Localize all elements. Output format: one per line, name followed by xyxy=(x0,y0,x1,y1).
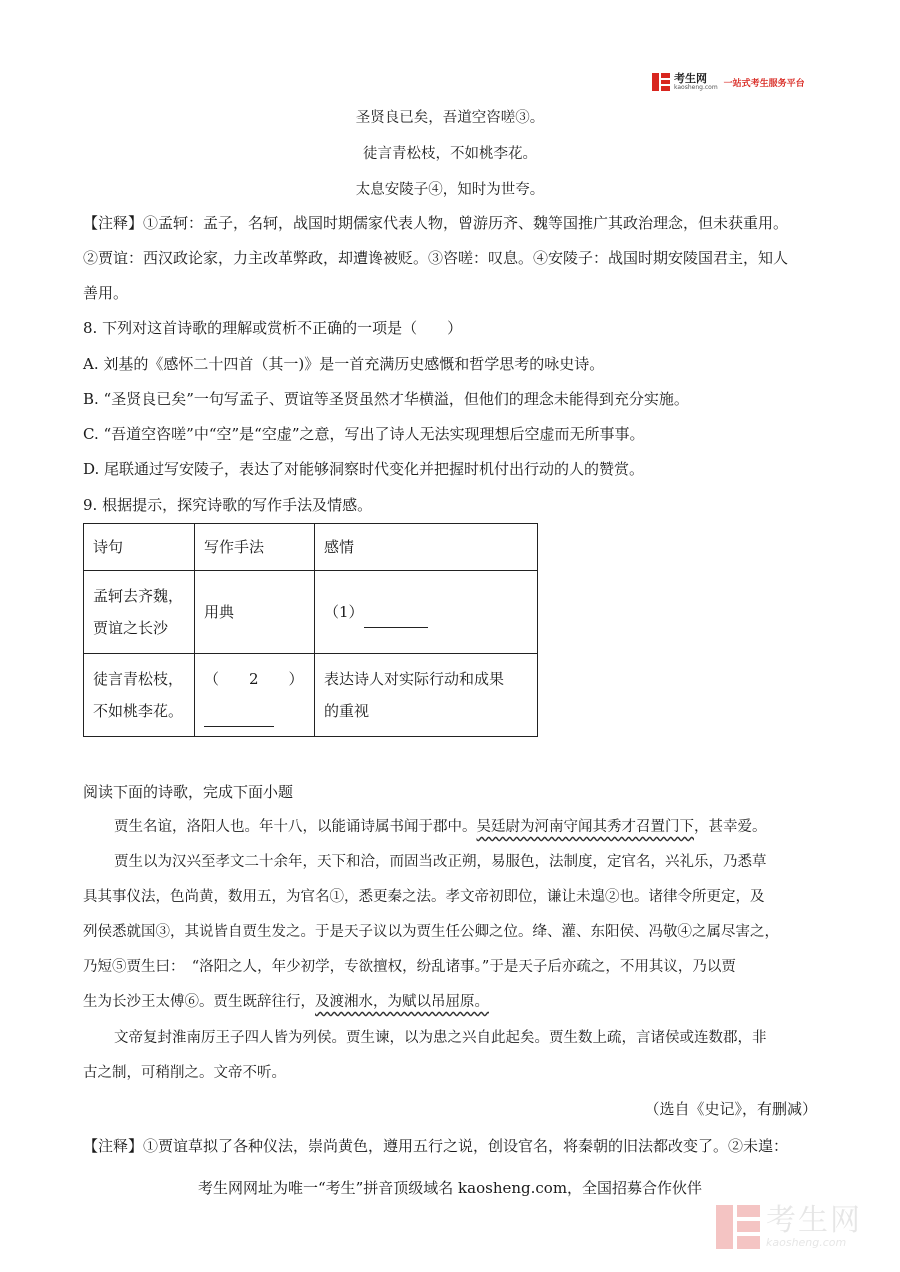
logo-slogan: 一站式考生服务平台 xyxy=(723,78,805,89)
row1-verse-a: 孟轲去齐魏， xyxy=(93,587,184,605)
header-logo xyxy=(652,71,805,93)
row2-technique-label: （ 2 ） xyxy=(204,670,304,688)
q9-table xyxy=(83,523,538,737)
q8-option-d: D. 尾联通过写安陵子，表达了对能够洞察时代变化并把握时机付出行动的人的赞赏。 xyxy=(83,460,645,478)
answer-blank-1[interactable] xyxy=(364,609,428,628)
passage-p2-line-5 xyxy=(83,992,489,1012)
row2-emotion-a: 表达诗人对实际行动和成果 xyxy=(324,670,505,688)
table-header-row xyxy=(84,524,538,571)
poem-line-1: 圣贤良已矣，吾道空咨嗟③。 xyxy=(355,110,545,126)
notes-line-3: 善用。 xyxy=(83,284,129,302)
answer-blank-2[interactable] xyxy=(204,708,274,727)
watermark-icon xyxy=(716,1205,760,1249)
passage-p3-line-1: 文帝复封淮南厉王子四人皆为列侯。贾生谏，以为患之兴自此起矣。贾生数上疏，言诸侯或连数郡，非 xyxy=(114,1030,767,1046)
passage-p1-a: 贾生名谊，洛阳人也。年十八，以能诵诗属书闻于郡中。 xyxy=(114,819,477,835)
passage-p2-underlined: 及渡湘水，为赋以吊屈原。 xyxy=(315,994,489,1010)
row1-verse-b: 贾谊之长沙 xyxy=(93,619,169,637)
watermark-name: 考生网 xyxy=(766,1202,862,1238)
reading-intro: 阅读下面的诗歌，完成下面小题 xyxy=(83,783,294,801)
logo-domain: kaosheng.com xyxy=(674,84,718,91)
notes-line-2: ②贾谊：西汉政论家，力主改革弊政，却遭谗被贬。③咨嗟：叹息。④安陵子：战国时期安陵国君主，知人 xyxy=(83,249,789,267)
passage-p1-underlined: 吴廷尉为河南守闻其秀才召置门下 xyxy=(476,819,694,835)
row2-verse-b: 不如桃李花。 xyxy=(93,702,184,720)
page-footer: 考生网网址为唯一“考生”拼音顶级域名 kaosheng.com，全国招募合作伙伴 xyxy=(197,1179,703,1197)
row2-emotion-b: 的重视 xyxy=(324,702,370,720)
passage-p1 xyxy=(114,817,767,837)
header-emotion: 感情 xyxy=(315,524,538,571)
watermark-domain: kaosheng.com xyxy=(766,1235,847,1249)
row1-technique: 用典 xyxy=(195,571,315,654)
q8-option-a: A. 刘基的《感怀二十四首（其一)》是一首充满历史感慨和哲学思考的咏史诗。 xyxy=(83,355,605,373)
logo-name: 考生网 xyxy=(674,72,707,85)
passage-p2-line-2: 具其事仪法，色尚黄，数用五，为官名①，悉更秦之法。孝文帝初即位，谦让未遑②也。诸律令所更定，及 xyxy=(83,889,765,905)
poem-line-3: 太息安陵子④，知时为世夸。 xyxy=(355,182,545,198)
q8-option-c: C. “吾道空咨嗟”中“空”是“空虚”之意，写出了诗人无法实现理想后空虚而无所事事。 xyxy=(83,425,645,443)
table-row xyxy=(84,571,538,654)
notes-line-1: 【注释】①孟轲：孟子，名轲，战国时期儒家代表人物，曾游历齐、魏等国推广其政治理念，但未获重用。 xyxy=(83,214,789,232)
row1-emotion-label: （1） xyxy=(324,603,364,621)
q8-option-b: B. “圣贤良已矣”一句写孟子、贾谊等圣贤虽然才华横溢，但他们的理念未能得到充分实施。 xyxy=(83,390,689,408)
table-row xyxy=(84,654,538,737)
row1-verse xyxy=(84,571,195,654)
passage-notes: 【注释】①贾谊草拟了各种仪法，崇尚黄色，遵用五行之说，创设官名，将秦朝的旧法都改变了。②未遑： xyxy=(83,1137,789,1155)
row2-technique xyxy=(195,654,315,737)
passage-p3-line-2: 古之制，可稍削之。文帝不听。 xyxy=(83,1065,286,1081)
passage-p2-line-1: 贾生以为汉兴至孝文二十余年，天下和洽，而固当改正朔，易服色，法制度，定官名，兴礼乐，乃悉草 xyxy=(114,854,767,870)
q9-stem: 9. 根据提示，探究诗歌的写作手法及情感。 xyxy=(83,496,373,514)
passage-p2-line-4: 乃短⑤贾生曰： “洛阳之人，年少初学，专欲擅权，纷乱诸事。”于是天子后亦疏之，不用其议，乃以贾 xyxy=(83,959,736,975)
watermark-logo xyxy=(716,1202,862,1249)
passage-source: （选自《史记》，有删减） xyxy=(644,1100,817,1118)
passage-p2-line-5-a: 生为长沙王太傅⑥。贾生既辞往行， xyxy=(83,994,315,1010)
row2-emotion xyxy=(315,654,538,737)
logo-icon xyxy=(652,73,670,91)
row2-verse-a: 徒言青松枝， xyxy=(93,670,184,688)
q8-stem: 8. 下列对这首诗歌的理解或赏析不正确的一项是（ ） xyxy=(83,319,463,337)
header-verse: 诗句 xyxy=(84,524,195,571)
passage-p1-b: ，甚幸爱。 xyxy=(694,819,767,835)
header-technique: 写作手法 xyxy=(195,524,315,571)
row2-verse xyxy=(84,654,195,737)
passage-p2-line-3: 列侯悉就国③，其说皆自贾生发之。于是天子议以为贾生任公卿之位。绛、灌、东阳侯、冯敬④之属尽害之， xyxy=(83,924,779,940)
row1-emotion xyxy=(315,571,538,654)
poem-line-2: 徒言青松枝，不如桃李花。 xyxy=(363,146,537,162)
